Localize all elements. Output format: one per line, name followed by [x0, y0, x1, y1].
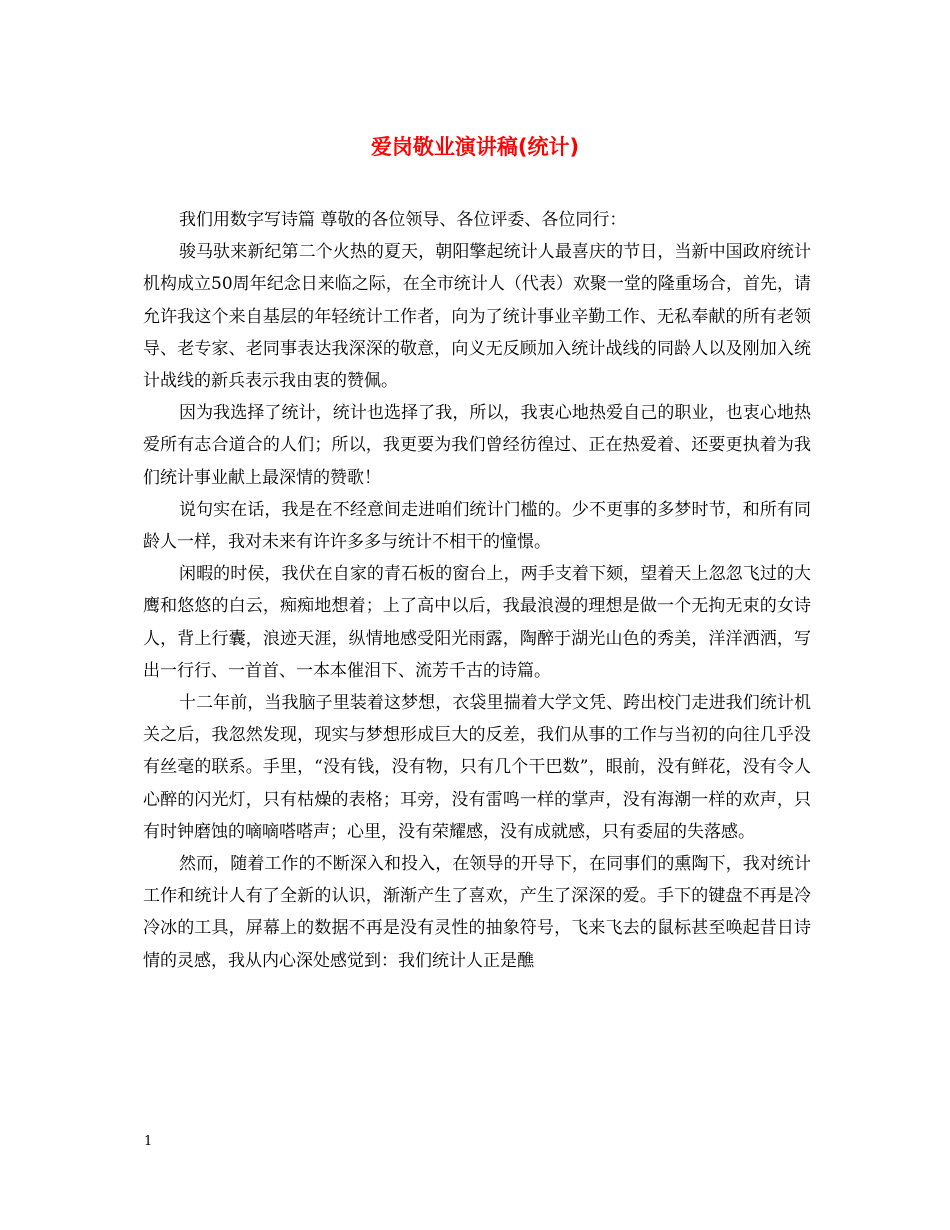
body-paragraph: 因为我选择了统计，统计也选择了我，所以，我衷心地热爱自己的职业，也衷心地热爱所有志合道合的人们；所以，我更要为我们曾经彷徨过、正在热爱着、还要更执着为我们统计事业献上最深情的赞歌！: [143, 403, 811, 488]
page-title: 爱岗敬业演讲稿(统计): [370, 135, 580, 159]
body-paragraph: 十二年前，当我脑子里装着这梦想，衣袋里揣着大学文凭、跨出校门走进我们统计机关之后，我忽然发现，现实与梦想形成巨大的反差，我们从事的工作与当初的向往几乎没有丝毫的联系。手里，“没有钱，没有物，只有几个干巴数”，眼前，没有鲜花，没有令人心醉的闪光灯，只有枯燥的表格；耳旁，没有雷鸣一样的掌声，没有海潮一样的欢声，只有时钟磨蚀的嘀嘀嗒嗒声；心里，没有荣耀感，没有成就感，只有委屈的失落感。: [143, 693, 811, 842]
body-paragraph: 骏马驮来新纪第二个火热的夏天，朝阳擎起统计人最喜庆的节日，当新中国政府统计机构成立50周年纪念日来临之际，在全市统计人（代表）欢聚一堂的隆重场合，首先，请允许我这个来自基层的年轻统计工作者，向为了统计事业辛勤工作、无私奉献的所有老领导、老专家、老同事表达我深深的敬意，向义无反顾加入统计战线的同龄人以及刚加入统计战线的新兵表示我由衷的赞佩。: [143, 242, 811, 392]
salutation-paragraph: 我们用数字写诗篇 尊敬的各位领导、各位评委、各位同行：: [179, 210, 627, 230]
document-body: [143, 204, 811, 977]
page-number: 1: [144, 1134, 153, 1149]
body-paragraph: 说句实在话，我是在不经意间走进咱们统计门槛的。少不更事的多梦时节，和所有同龄人一样，我对未来有许许多多与统计不相干的憧憬。: [143, 499, 811, 553]
body-paragraph: 闲暇的时侯，我伏在自家的青石板的窗台上，两手支着下颏，望着天上忽忽飞过的大鹰和悠悠的白云，痴痴地想着；上了高中以后，我最浪漫的理想是做一个无拘无束的女诗人，背上行囊，浪迹天涯，纵情地感受阳光雨露，陶醉于湖光山色的秀美，洋洋洒洒，写出一行行、一首首、一本本催泪下、流芳千古的诗篇。: [143, 564, 811, 681]
body-paragraph: 然而，随着工作的不断深入和投入，在领导的开导下，在同事们的熏陶下，我对统计工作和统计人有了全新的认识，渐渐产生了喜欢，产生了深深的爱。手下的键盘不再是冷冷冰的工具，屏幕上的数据不再是没有灵性的抽象符号，飞来飞去的鼠标甚至唤起昔日诗情的灵感，我从内心深处感觉到：我们统计人正是醮: [143, 854, 811, 971]
